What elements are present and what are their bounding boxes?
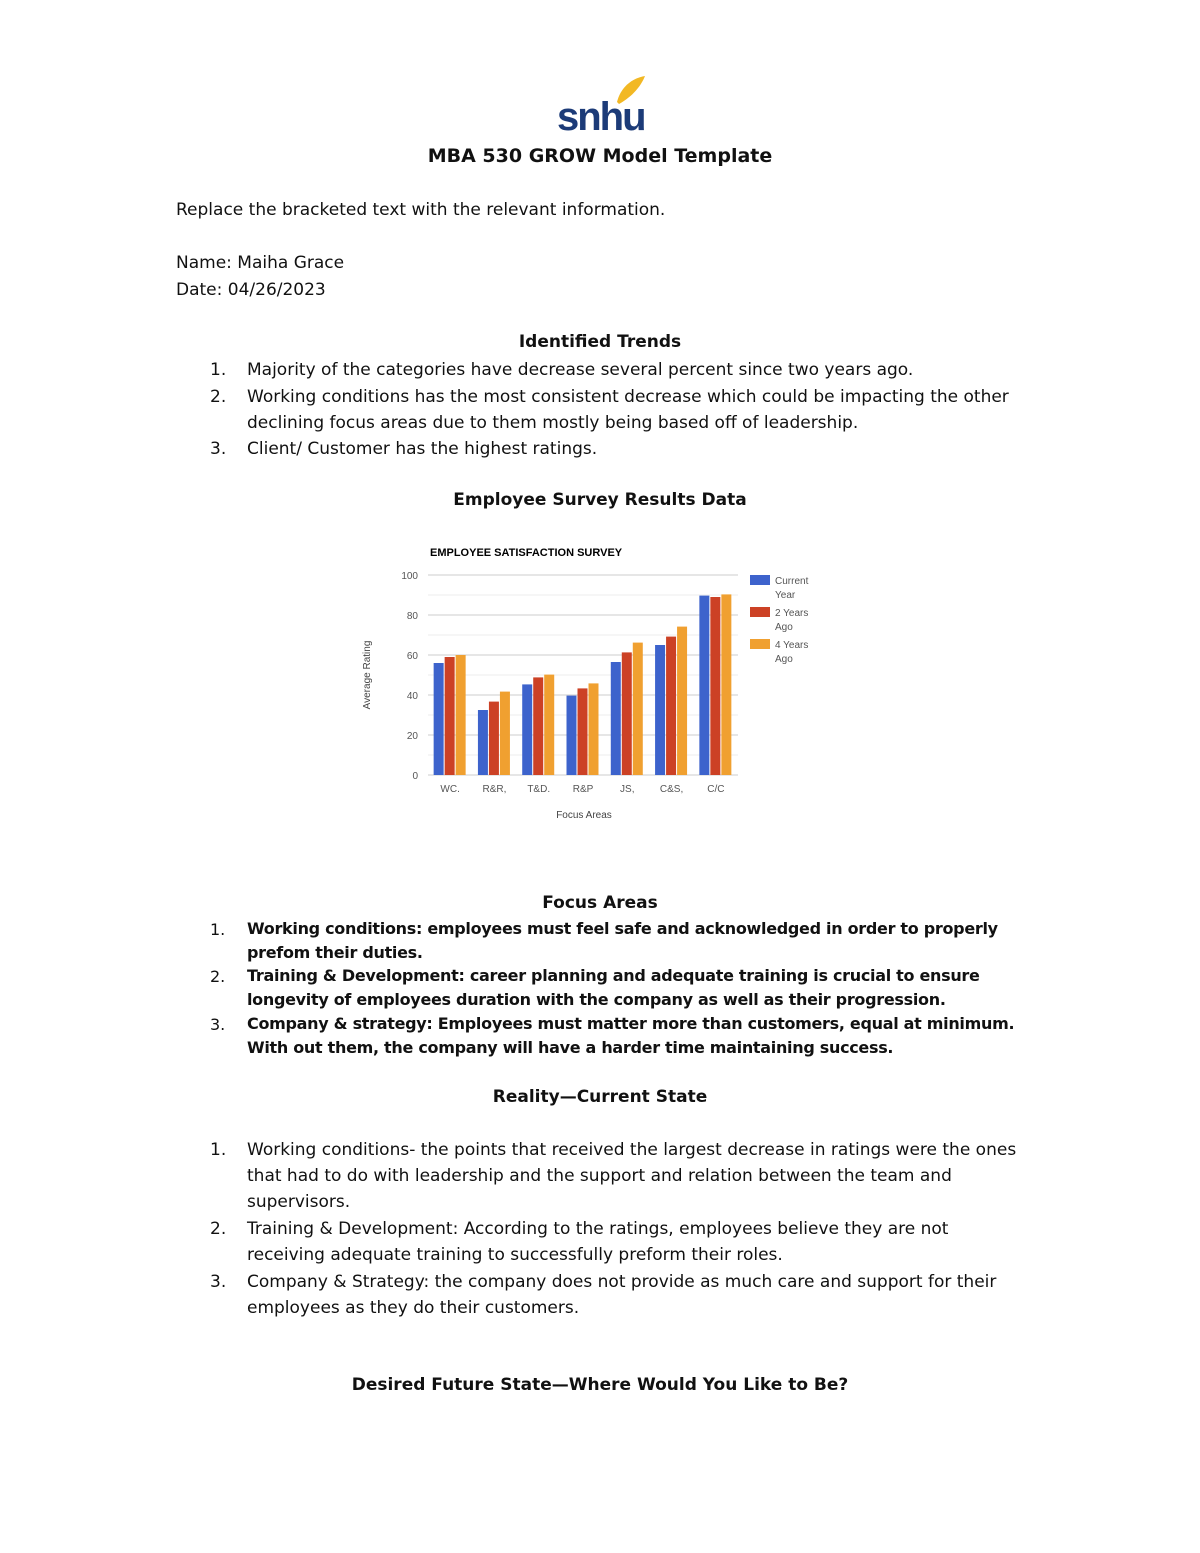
reality-item: 3. Company & Strategy: the company does not provide as much care and support for their employees as they do their customers. — [210, 1272, 997, 1318]
bar-4-years-ago — [500, 692, 510, 775]
bar-4-years-ago — [589, 683, 599, 775]
reality-item: 1. Working conditions- the points that received the largest decrease in ratings were the ones that had to do with leadership and the support and relation between the team and supervisors. — [210, 1140, 1017, 1212]
svg-text:snhu: snhu — [557, 95, 645, 134]
y-tick-label: 20 — [406, 731, 418, 742]
y-tick-label: 100 — [401, 571, 418, 582]
legend-swatch — [750, 607, 770, 617]
bar-4-years-ago — [721, 594, 731, 775]
bar-4-years-ago — [544, 675, 554, 775]
bar-2-years-ago — [578, 688, 588, 775]
bar-current-year — [567, 696, 577, 775]
reality-item: 2. Training & Development: According to the ratings, employees believe they are not receiving adequate training to successfully preform their roles. — [210, 1219, 949, 1265]
bar-4-years-ago — [633, 643, 643, 775]
x-tick-label: WC. — [440, 784, 460, 795]
bar-current-year — [611, 662, 621, 775]
legend-label: Ago — [775, 622, 793, 633]
bar-current-year — [434, 663, 444, 775]
legend-label: Ago — [775, 654, 793, 665]
trends-heading: Identified Trends — [518, 332, 682, 352]
bar-2-years-ago — [666, 637, 676, 775]
date-line: Date: 04/26/2023 — [176, 280, 326, 300]
focus-item: 2. Training & Development: career planning and adequate training is crucial to ensure longevity of employees duration with the company as well as their progression. — [210, 966, 980, 1009]
legend-label: Current — [775, 576, 809, 587]
legend-swatch — [750, 575, 770, 585]
trend-item: 1. Majority of the categories have decrease several percent since two years ago. — [210, 360, 914, 380]
snhu-logo — [555, 74, 645, 134]
x-tick-label: C/C — [707, 784, 725, 795]
name-line: Name: Maiha Grace — [176, 253, 345, 273]
y-tick-label: 0 — [412, 771, 418, 782]
bar-current-year — [655, 645, 665, 775]
x-tick-label: C&S, — [659, 784, 684, 795]
legend-label: 2 Years — [775, 608, 809, 619]
x-axis-label: Focus Areas — [556, 810, 612, 821]
chart-title: EMPLOYEE SATISFACTION SURVEY — [430, 547, 623, 559]
bar-2-years-ago — [710, 597, 720, 775]
survey-heading: Employee Survey Results Data — [453, 490, 747, 510]
trend-item: 3. Client/ Customer has the highest ratings. — [210, 439, 598, 459]
legend-label: 4 Years — [775, 640, 809, 651]
bar-2-years-ago — [445, 657, 455, 775]
bar-current-year — [478, 710, 488, 775]
y-tick-label: 80 — [406, 611, 418, 622]
x-tick-label: R&R, — [482, 784, 507, 795]
y-tick-label: 60 — [406, 651, 418, 662]
bar-current-year — [699, 596, 709, 775]
bar-2-years-ago — [533, 677, 543, 775]
focus-item: 3. Company & strategy: Employees must matter more than customers, equal at minimum. With out them, the company will have a harder time maintaining success. — [210, 1014, 1015, 1057]
future-heading: Desired Future State—Where Would You Like to Be? — [351, 1375, 849, 1395]
x-tick-label: JS, — [620, 784, 635, 795]
bar-4-years-ago — [456, 655, 466, 775]
legend-label: Year — [775, 590, 796, 601]
focus-heading: Focus Areas — [542, 893, 658, 913]
satisfaction-chart — [340, 520, 830, 832]
bar-2-years-ago — [489, 702, 499, 775]
reality-heading: Reality—Current State — [492, 1087, 708, 1107]
trend-item: 2. Working conditions has the most consistent decrease which could be impacting the other declining focus areas due to them mostly being based off of leadership. — [210, 387, 1009, 433]
bar-2-years-ago — [622, 652, 632, 775]
legend-swatch — [750, 639, 770, 649]
x-tick-label: T&D. — [527, 784, 551, 795]
x-tick-label: R&P — [572, 784, 594, 795]
instruction-text: Replace the bracketed text with the relevant information. — [176, 200, 666, 220]
bar-4-years-ago — [677, 627, 687, 775]
y-tick-label: 40 — [406, 691, 418, 702]
page-title: MBA 530 GROW Model Template — [427, 145, 773, 167]
focus-item: 1. Working conditions: employees must feel safe and acknowledged in order to properly prefom their duties. — [210, 919, 998, 962]
bar-current-year — [522, 684, 532, 775]
y-axis-label: Average Rating — [362, 640, 373, 710]
